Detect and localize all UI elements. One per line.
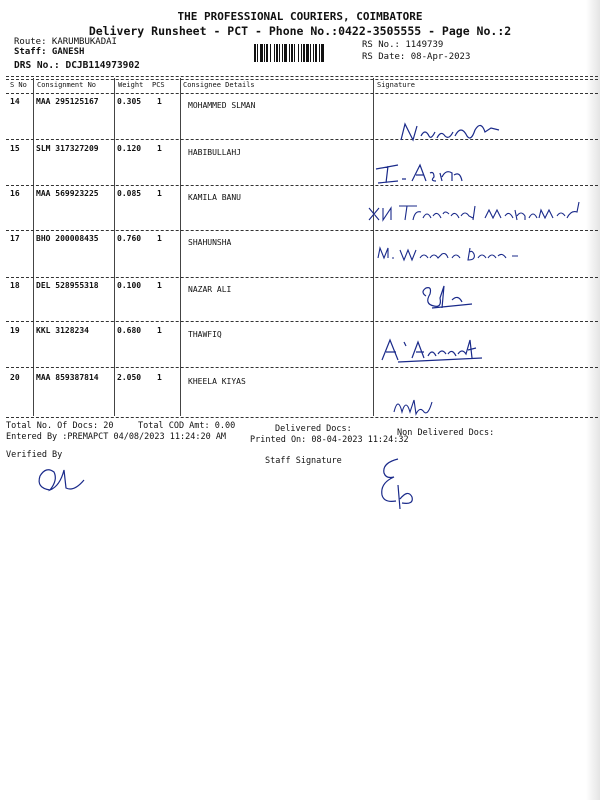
cell-consignee: KAMILA BANU xyxy=(188,193,241,202)
cell-consignee: SHAHUNSHA xyxy=(188,238,232,247)
col-head-consignment: Consignment No xyxy=(37,81,97,89)
printed-on: Printed On: 08-04-2023 11:24:32 xyxy=(250,435,409,445)
header-top-rule-2 xyxy=(6,79,598,80)
entered-by: Entered By :PREMAPCT 04/08/2023 11:24:20 AM xyxy=(6,432,227,442)
cell-consignee: THAWFIQ xyxy=(188,330,222,339)
cell-consignment: BHO 200008435 xyxy=(36,234,99,243)
col-divider-2 xyxy=(114,78,115,416)
row-divider xyxy=(6,185,598,186)
cell-weight: 0.085 xyxy=(117,189,142,198)
col-head-consignee: Consignee Details xyxy=(183,81,255,89)
col-head-pcs: PCS xyxy=(152,81,165,89)
row-divider xyxy=(6,367,598,368)
total-cod: Total COD Amt: 0.00 xyxy=(138,421,236,431)
cell-pcs: 1 xyxy=(157,97,162,106)
cell-pcs: 1 xyxy=(157,373,162,382)
cell-sno: 18 xyxy=(10,281,20,290)
cell-pcs: 1 xyxy=(157,189,162,198)
signature-row-17 xyxy=(374,240,524,266)
cell-sno: 20 xyxy=(10,373,20,382)
barcode xyxy=(254,44,358,62)
rs-date: RS Date: 08-Apr-2023 xyxy=(362,52,471,62)
cell-weight: 0.100 xyxy=(117,281,142,290)
footer-top-rule xyxy=(6,417,598,418)
header-top-rule xyxy=(6,76,598,77)
cell-consignment: KKL 3128234 xyxy=(36,326,89,335)
cell-weight: 0.680 xyxy=(117,326,142,335)
cell-pcs: 1 xyxy=(157,326,162,335)
non-delivered-docs: Non Delivered Docs: xyxy=(397,428,495,438)
runsheet-subtitle: Delivery Runsheet - PCT - Phone No.:0422-3505555 - Page No.:2 xyxy=(88,24,512,38)
staff-signature-label: Staff Signature xyxy=(265,456,342,466)
cell-pcs: 1 xyxy=(157,144,162,153)
signature-row-15 xyxy=(372,155,472,187)
row-divider xyxy=(6,321,598,322)
signature-row-20 xyxy=(390,392,440,418)
staff-label: Staff: GANESH xyxy=(14,47,85,57)
route-label: Route: KARUMBUKADAI xyxy=(14,37,117,47)
row-divider xyxy=(6,139,598,140)
cell-sno: 16 xyxy=(10,189,20,198)
drs-number: DRS No.: DCJB114973902 xyxy=(14,60,140,71)
cell-consignee: MOHAMMED SLMAN xyxy=(188,101,256,110)
delivered-docs: Delivered Docs: xyxy=(275,424,352,434)
col-head-signature: Signature xyxy=(377,81,415,89)
signature-row-19 xyxy=(378,334,488,364)
cell-sno: 15 xyxy=(10,144,20,153)
cell-pcs: 1 xyxy=(157,234,162,243)
col-divider-3 xyxy=(180,78,181,416)
signature-row-16 xyxy=(365,196,585,226)
total-docs: Total No. Of Docs: 20 xyxy=(6,421,114,431)
cell-consignment: MAA 569923225 xyxy=(36,189,99,198)
scan-edge-shadow xyxy=(586,0,600,800)
cell-sno: 17 xyxy=(10,234,20,243)
cell-consignment: DEL 528955318 xyxy=(36,281,99,290)
cell-consignment: MAA 859387814 xyxy=(36,373,99,382)
rs-number: RS No.: 1149739 xyxy=(362,40,444,50)
company-title: THE PROFESSIONAL COURIERS, COIMBATORE xyxy=(177,10,423,23)
col-divider-1 xyxy=(33,78,34,416)
cell-consignee: KHEELA KIYAS xyxy=(188,377,246,386)
signature-row-14 xyxy=(395,118,505,148)
cell-weight: 0.305 xyxy=(117,97,142,106)
cell-consignee: HABIBULLAHJ xyxy=(188,148,241,157)
row-divider xyxy=(6,277,598,278)
signature-row-18 xyxy=(418,282,478,316)
cell-weight: 0.120 xyxy=(117,144,142,153)
staff-signature xyxy=(372,455,422,521)
cell-weight: 2.050 xyxy=(117,373,142,382)
cell-consignment: SLM 317327209 xyxy=(36,144,99,153)
cell-consignment: MAA 295125167 xyxy=(36,97,99,106)
cell-sno: 19 xyxy=(10,326,20,335)
row-divider xyxy=(6,230,598,231)
cell-pcs: 1 xyxy=(157,281,162,290)
cell-weight: 0.760 xyxy=(117,234,142,243)
cell-consignee: NAZAR ALI xyxy=(188,285,232,294)
cell-sno: 14 xyxy=(10,97,20,106)
verified-signature xyxy=(30,462,90,502)
header-bottom-rule xyxy=(6,93,598,94)
verified-by-label: Verified By xyxy=(6,450,63,460)
col-head-sno: S No xyxy=(10,81,27,89)
col-head-weight: Weight xyxy=(118,81,144,89)
